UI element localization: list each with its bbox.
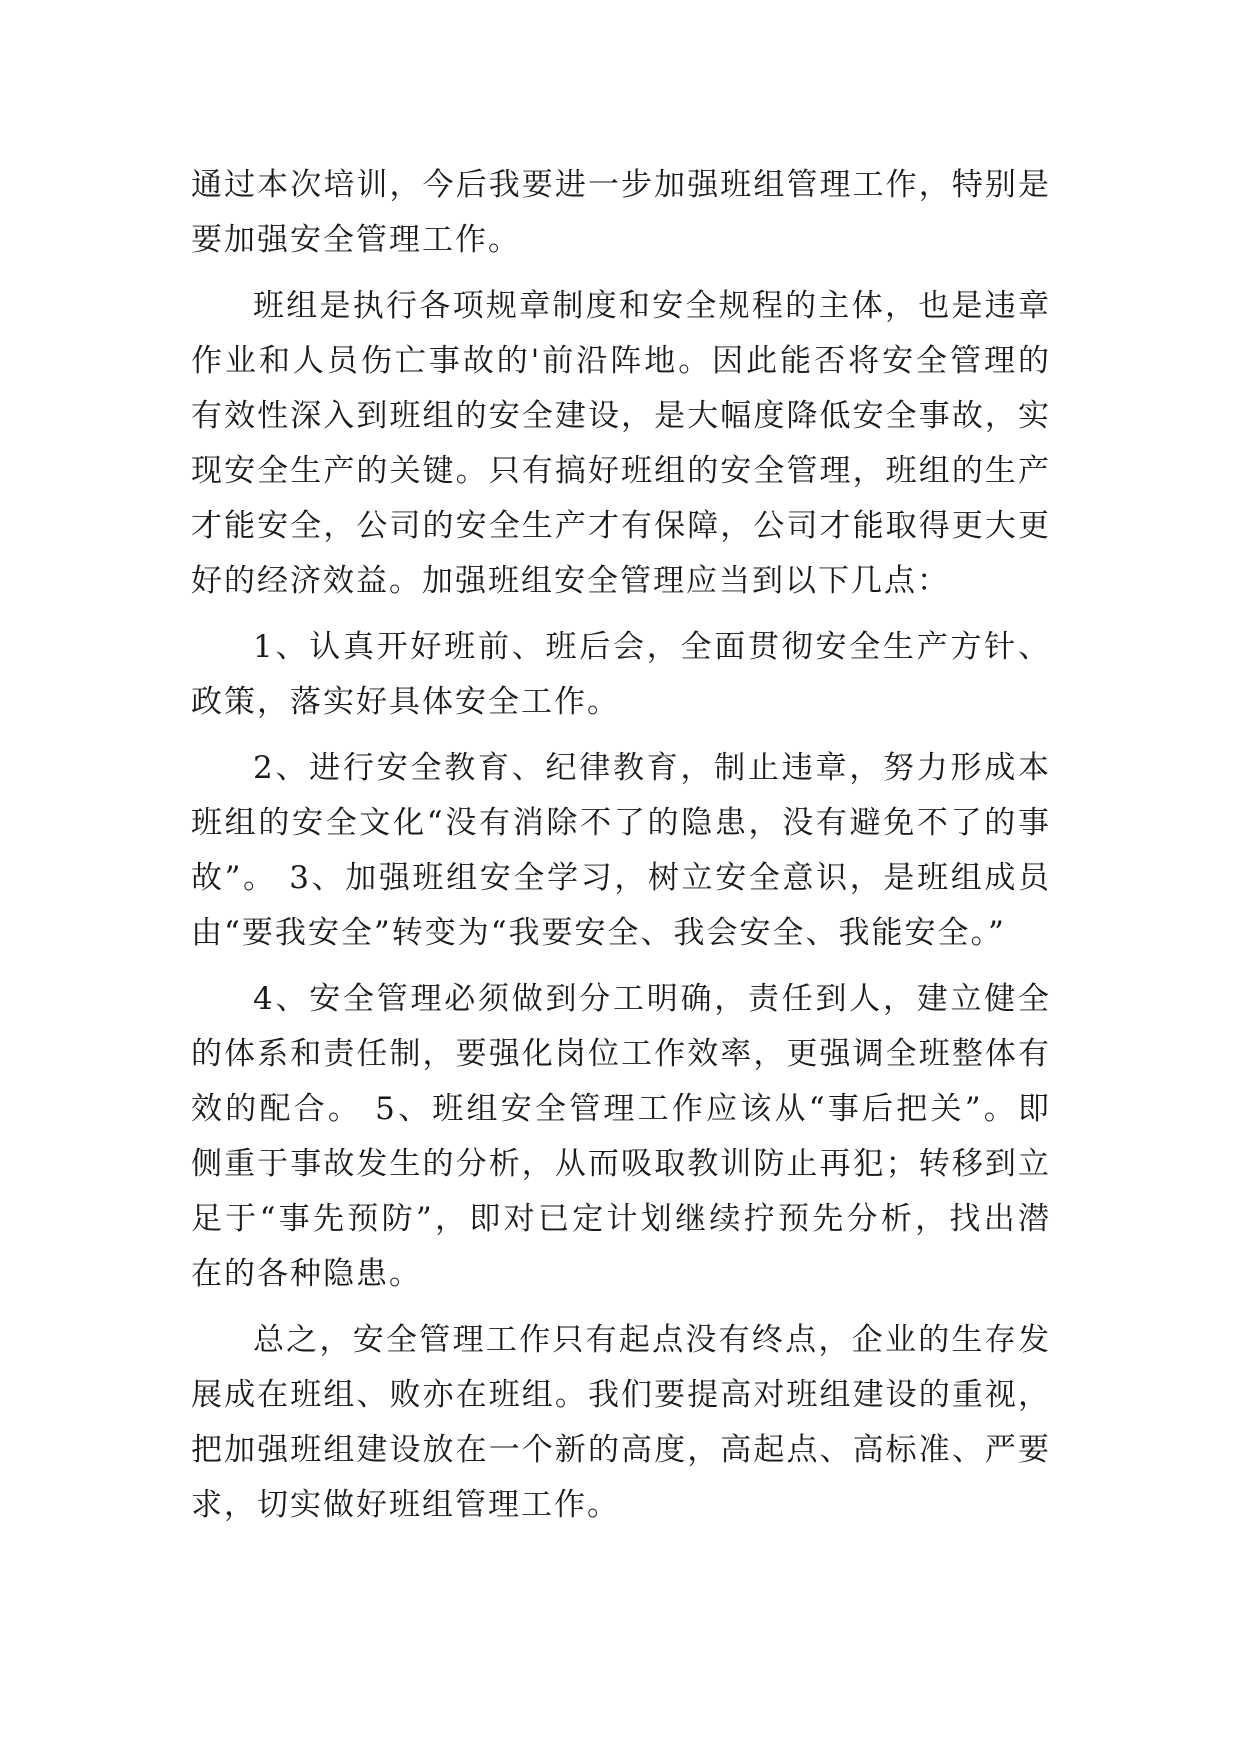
document-body (191, 158, 1051, 1544)
paragraph-team-safety-role: 班组是执行各项规章制度和安全规程的主体，也是违章作业和人员伤亡事故的'前沿阵地。因此能否将安全管理的有效性深入到班组的安全建设，是大幅度降低安全事故，实现安全生产的关键。只有搞好班组的安全管理，班组的生产才能安全，公司的安全生产才有保障，公司才能取得更大更好的经济效益。加强班组安全管理应当到以下几点： (191, 288, 1051, 599)
paragraph-point-2-3: 2、进行安全教育、纪律教育，制止违章，努力形成本班组的安全文化“没有消除不了的隐患，没有避免不了的事故”。 3、加强班组安全学习，树立安全意识，是班组成员由“要我安全”转变为“我要安全、我会安全、我能安全。” (191, 750, 1051, 951)
paragraph-point-1: 1、认真开好班前、班后会，全面贯彻安全生产方针、政策，落实好具体安全工作。 (191, 629, 1051, 720)
paragraph-conclusion: 总之，安全管理工作只有起点没有终点，企业的生存发展成在班组、败亦在班组。我们要提高对班组建设的重视，把加强班组建设放在一个新的高度，高起点、高标准、严要求，切实做好班组管理工作。 (191, 1322, 1051, 1523)
paragraph-point-4-5: 4、安全管理必须做到分工明确，责任到人，建立健全的体系和责任制，要强化岗位工作效率，更强调全班整体有效的配合。 5、班组安全管理工作应该从“事后把关”。即侧重于事故发生的分析，从而吸取教训防止再犯；转移到立足于“事先预防”，即对已定计划继续拧预先分析，找出潜在的各种隐患。 (191, 981, 1051, 1292)
paragraph-training-intro: 通过本次培训，今后我要进一步加强班组管理工作，特别是要加强安全管理工作。 (191, 167, 1051, 258)
